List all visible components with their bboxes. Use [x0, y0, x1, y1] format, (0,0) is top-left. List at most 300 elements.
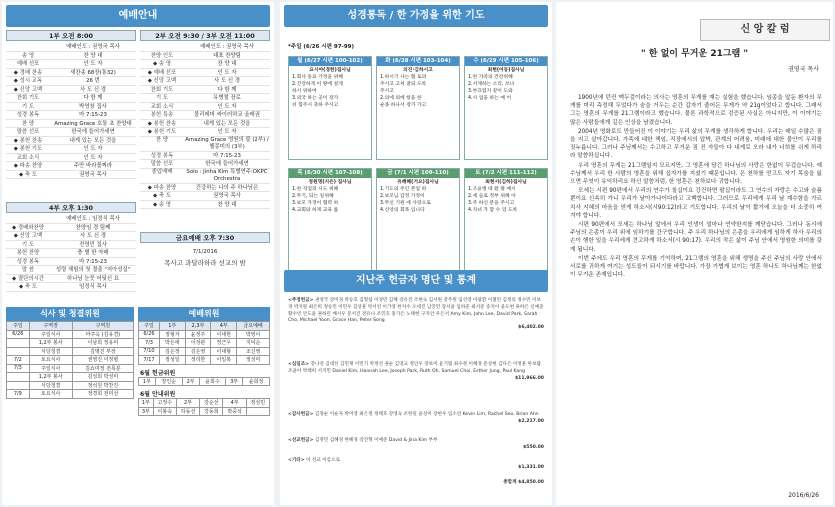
- service4-section: [6, 202, 136, 292]
- table-cell: 1부: [139, 399, 154, 408]
- table-cell: 박중석: [223, 407, 246, 416]
- schedule-label: 봉헌 찬양: [16, 250, 40, 256]
- prayer-line: 2.무기, 되는 일위해: [292, 194, 334, 199]
- offering-block: [288, 438, 544, 452]
- prayer-line: 4.자녀 가 할 수 있 도록: [468, 208, 518, 213]
- schedule-label: 찬회 기도: [150, 86, 174, 93]
- prayer-day-box: [288, 56, 372, 160]
- column-author: 권영국 목사: [788, 66, 819, 73]
- offering-header: 지난주 헌금자 명단 및 통계: [284, 270, 548, 292]
- schedule-label: ◆ 축 도: [153, 193, 171, 199]
- prayer-line: 1.기도의 주인 본업 하: [380, 187, 427, 192]
- schedule-row: [140, 43, 270, 52]
- table-row: [7, 381, 134, 390]
- schedule-row: [6, 224, 136, 233]
- column-date: 2016/6/26: [788, 492, 819, 499]
- prayer-line: 쉬 힘주시 축하 주시고: [292, 103, 339, 108]
- table-cell: 정근우: [211, 339, 237, 348]
- table-cell: 이남희 정유미: [72, 339, 133, 348]
- schedule-value: Amazing Grace 호둘 초 찬양대: [54, 120, 132, 127]
- schedule-value: 인 도 자: [83, 146, 103, 152]
- schedule-value: 박영창 집사: [79, 103, 107, 110]
- schedule-row: [6, 215, 136, 224]
- table-cell: 김은정: [159, 347, 185, 356]
- offering-category: <감사헌금>: [288, 412, 314, 417]
- schedule-label: 찬양 인도: [150, 52, 174, 59]
- offering-names: 권영국 강미경 박승호 김형섭 이경민 김해 강유진 조현숙 김서원 강주원 임선영 이광환 이철민 김정의 정수민 이보경 박지원 최은희 정승민 이민우 김상훈 박서연 이가영 한지수 오세진 남궁민 장서윤 임하준 최서준 송지아 윤도현 류하은 신예준 황수빈 안도윤 권하린 배시우 문서진 전유나 조민호 홍가은 노태현 구지안 우은서 Amy Kim, John Lee, David Park, Sarah Cho, Michael Yoon, Grace Han, Peter Song: [288, 298, 544, 324]
- schedule-label: 성경 봉독: [16, 258, 40, 265]
- schedule-value: 다 함 께: [83, 95, 103, 101]
- schedule-label: ◆ 결단의시간: [12, 275, 44, 282]
- table-header-cell: 금요예배: [237, 322, 270, 331]
- schedule-value: 마 7:15-23: [79, 112, 107, 118]
- table-cell: 이대형: [211, 347, 237, 356]
- schedule-row: [140, 86, 270, 95]
- prayer-day-title: 토 (7/2 시편 111-112): [465, 169, 547, 178]
- table-row: [7, 347, 134, 356]
- prayer-line: 의진·김하시고: [403, 68, 433, 73]
- table-cell: 토요식사: [29, 356, 72, 365]
- table-row: [7, 330, 134, 339]
- schedule-value: 유병철 장로: [213, 95, 241, 101]
- schedule-label: ◆ 파송 찬양: [13, 163, 43, 169]
- table-cell: 1부: [139, 377, 156, 386]
- schedule-row: [140, 160, 270, 169]
- column-paragraph: 모세는 시편 90편에서 우리의 연수가 칠십이요 강건하면 팔십이라도 그 연수의 자랑은 수고와 슬픔뿐이요 신속히 가니 우리가 날아가나이다라고 고백합니다. 그러므로 우리에게 우리 날 계수함을 가르치사 지혜의 마음을 얻게 하소서(시90:12)라고 기도합니다. 우리의 날이 짧기에 오늘을 더 소중히 여겨야 합니다.: [570, 188, 822, 219]
- table-row: [139, 356, 270, 365]
- schedule-value: 인 도 자: [217, 129, 237, 135]
- schedule-value: 한국에 들어가세연: [71, 129, 115, 135]
- table-cell: 2부: [182, 377, 199, 386]
- table-cell: 김명진 부장: [72, 347, 133, 356]
- table-header-row: [7, 322, 134, 331]
- schedule-row: [140, 111, 270, 120]
- prayer-day-body: [377, 179, 459, 214]
- prayer-line: 2.서재하는 소리, 쓰나: [468, 82, 515, 87]
- table-row: [7, 364, 134, 373]
- schedule-value: 내게 있는 모든 것을: [69, 137, 117, 144]
- schedule-label: ◆ 봉헌 기도: [13, 146, 43, 152]
- table-cell: 정석원 박찬진: [72, 381, 133, 390]
- schedule-row: [140, 128, 270, 137]
- schedule-row: [6, 232, 136, 241]
- schedule-row: [6, 275, 136, 284]
- prayer-line: 3.외국 하는 공이 장가: [292, 96, 339, 101]
- offering-text: [288, 458, 544, 465]
- table-cell: [246, 407, 269, 416]
- schedule-value: 예배인도 : 권영국 목사: [200, 44, 254, 50]
- schedule-value: 마 7:15-23: [213, 152, 241, 159]
- column-body: [570, 94, 822, 280]
- offering-category: <선교헌금>: [288, 438, 314, 443]
- schedule-label: ◆ 파송 찬양: [147, 184, 177, 191]
- table-cell: 정리한: [185, 356, 211, 365]
- schedule-label: ◆ 봉헌 찬송: [13, 137, 43, 144]
- service1-section: [6, 30, 136, 179]
- schedule-row: [140, 69, 270, 78]
- friday-date: 7/1/2016: [192, 249, 218, 255]
- friday-text: 목사고 과달라하라 선교의 밤: [164, 259, 246, 267]
- table-row: [139, 330, 270, 339]
- offering-sum: $11,966.00: [514, 375, 544, 381]
- schedule-value: Amazing Grace 영원의 불 (2부) / 헬몽미의 (3부): [185, 136, 269, 150]
- schedule-row: [140, 184, 270, 193]
- schedule-row: [6, 60, 136, 69]
- table-cell: 이대현: [211, 330, 237, 339]
- offering-category: <주정헌금>: [288, 298, 314, 303]
- table-cell: 정성일: [159, 356, 185, 365]
- table-header-cell: 구역원: [72, 322, 133, 331]
- offering-names: 강나연 김대선 김민재 이민기 박정선 권순 김영교 정인우 강보미 윤기범 최수정 이혜경 문상현 김다은 이정훈 한보람 조윤아 박태희 서지민 Daniel Kim, Hannah Lee, Joseph Park, Ruth Oh, Samuel Choi, Esther Jung, Paul Kang: [288, 362, 541, 374]
- schedule-label: ◆ 신앙 고백: [13, 86, 43, 93]
- schedule-label: 말씀 선포: [150, 161, 174, 167]
- table-cell: 주일식사: [29, 364, 72, 373]
- schedule-row: [6, 111, 136, 120]
- prayer-line: 하시 위하여: [292, 89, 317, 94]
- prayer-line: 1.조윤병 대 왔 딸 예시: [468, 187, 516, 192]
- schedule-row: [6, 94, 136, 103]
- table-row: [139, 339, 270, 348]
- schedule-label: [140, 43, 184, 51]
- schedule-row: [6, 103, 136, 112]
- schedule-value: 찬양임 경 팀째: [75, 224, 111, 231]
- table-cell: 정경희 전미선: [72, 390, 133, 399]
- table-cell: 정형자: [159, 330, 185, 339]
- table-cell: 윤정주: [185, 330, 211, 339]
- prayer-line: 유해혜(거요)집사님: [397, 180, 439, 185]
- service2-title: 2부 오전 9:30 / 3부 오전 11:00: [140, 30, 270, 41]
- table-cell: [7, 381, 30, 390]
- schedule-label: 말씀 선포: [16, 129, 40, 135]
- table-header-cell: 2,3부: [185, 322, 211, 331]
- table-cell: 김쇼미정 전목분: [72, 364, 133, 373]
- schedule-row: [6, 171, 136, 180]
- prayer-line: 3.부끄럽지 같이 도와: [468, 89, 513, 94]
- schedule-value: 주만 바라볼찌라: [73, 163, 113, 169]
- table-cell: 윤희수: [199, 377, 226, 386]
- schedule-value: 찬 양 대: [83, 52, 103, 59]
- schedule-row: [6, 86, 136, 95]
- schedule-value: Solo : Jinha Kim 특별연주:OKPC Orchestra: [186, 168, 268, 182]
- schedule-value: 인 도 자: [83, 61, 103, 67]
- offering-text: [288, 298, 544, 325]
- schedule-value: 전영민 집사: [79, 241, 107, 248]
- schedule-row: [6, 69, 136, 78]
- bible-header: 성경통독 / 한 가정을 위한 기도: [284, 5, 548, 27]
- friday-service: [140, 232, 270, 267]
- table-cell: 7/3: [139, 339, 160, 348]
- schedule-label: ◆ 봉헌 찬송: [147, 120, 177, 127]
- service4-rows: [6, 215, 136, 292]
- table-cell: 고정수: [153, 399, 176, 408]
- table-header-cell: 구역장: [29, 322, 72, 331]
- table-cell: 권영진 이정렬: [72, 356, 133, 365]
- service4-title: 4부 오후 1:30: [6, 202, 136, 213]
- table-cell: 박영이: [237, 330, 270, 339]
- table-cell: 장인순: [155, 377, 182, 386]
- table-cell: 이성관: [185, 339, 211, 348]
- table-row: [7, 390, 134, 399]
- schedule-value: 다 함 께: [217, 86, 237, 93]
- offering-block: [288, 298, 544, 332]
- table-cell: 1,2부 봉사: [29, 373, 72, 382]
- service1-rows: [6, 43, 136, 179]
- schedule-label: ◆ 성시 교독: [13, 78, 43, 84]
- prayer-line: 1.하시기 사는 협 토의: [380, 75, 427, 80]
- table-cell: 지덕순: [237, 339, 270, 348]
- schedule-label: ◆ 송 영: [153, 201, 171, 208]
- table-cell: [7, 373, 30, 382]
- table-cell: 마주옥 (김유경): [72, 330, 133, 339]
- table-cell: 주일식사: [29, 330, 72, 339]
- schedule-row: [6, 52, 136, 61]
- prayer-day-box: [288, 168, 372, 272]
- schedule-row: [6, 128, 136, 137]
- table-header-cell: 주일: [7, 322, 30, 331]
- offering-names: 김정민 김혜경 한혜경 강진혁 이예준 David & Jina Kim 부부: [314, 438, 438, 443]
- schedule-label: 성경 봉독: [16, 112, 40, 118]
- prayer-line: 1.한 직업의 시도 위해: [292, 187, 339, 192]
- table-row: [7, 339, 134, 348]
- schedule-value: 마 7:15-23: [79, 258, 107, 265]
- schedule-row: [6, 154, 136, 163]
- schedule-row: [6, 283, 136, 292]
- schedule-row: [140, 60, 270, 69]
- column-paragraph: 2004년 영화로도 만들어진 이 이야기는 우리 삶의 무게를 생각하게 합니다. 우리는 매일 수많은 짐을 지고 살아갑니다. 가족에 대한 책임, 직장에서의 압박, 관계의 어려움, 미래에 대한 불안이 우리를 짓누릅니다. 그러나 주님께서는 수고하고 무거운 짐 진 자들아 다 내게로 오라 내가 너희를 쉬게 하리라 말씀하십니다.: [570, 128, 822, 160]
- schedule-value: 권영국 목사: [79, 171, 107, 178]
- table-cell: 7/3: [7, 364, 30, 373]
- schedule-label: 기 도: [21, 103, 35, 110]
- prayer-day-body: [377, 67, 459, 109]
- schedule-label: ◆ 송 영: [153, 61, 171, 67]
- table-cell: 7/10: [139, 347, 160, 356]
- service2-rows: [140, 43, 270, 209]
- offering-block: [288, 412, 544, 426]
- prayer-day-title: 수 (6/29 시편 105-106): [465, 57, 547, 66]
- schedule-value: 내게 있는 모든 것을: [203, 120, 251, 127]
- schedule-row: [140, 137, 270, 152]
- service1-title: 1부 오전 8:00: [6, 30, 136, 41]
- table-header-cell: 주일: [139, 322, 160, 331]
- offering-sum: $1,331.00: [518, 464, 544, 470]
- schedule-label: ◆ 경배 찬송: [13, 69, 43, 76]
- table-cell: 정성민: [246, 399, 269, 408]
- schedule-row: [6, 43, 136, 52]
- table-row: [7, 373, 134, 382]
- prayer-day-title: 월 (6/27 시편 100-102): [289, 57, 371, 66]
- schedule-value: 사 도 신 경: [80, 86, 106, 93]
- schedule-row: [140, 169, 270, 184]
- schedule-row: [140, 120, 270, 129]
- schedule-value: 인 도 자: [83, 154, 103, 161]
- schedule-label: 기 도: [21, 241, 35, 248]
- prayer-day-body: [465, 67, 547, 102]
- table-row: [139, 347, 270, 356]
- table-cell: 강동희: [200, 407, 223, 416]
- prayer-day-box: [376, 168, 460, 272]
- schedule-row: [140, 192, 270, 201]
- offering-text: [288, 438, 544, 445]
- schedule-value: 인 도 자: [217, 103, 237, 110]
- usher-table: [138, 321, 270, 365]
- table-cell: 7/2: [7, 356, 30, 365]
- table-cell: 윤희정: [243, 377, 270, 386]
- duty-title: 6월 헌금위원: [140, 369, 176, 377]
- column-header: 신 앙 칼 럼: [700, 19, 830, 41]
- prayer-line: 요시야(경한)집사님: [309, 68, 351, 73]
- table-cell: 하동선: [176, 407, 199, 416]
- offering-block: [288, 458, 544, 472]
- schedule-value: 사 도 신 경: [214, 78, 240, 84]
- offering-sum: $6,402.00: [518, 325, 544, 331]
- prayer-day-body: [465, 179, 547, 214]
- prayer-line: 2.세 들로 정부 위해 아: [468, 194, 516, 199]
- table-cell: 김은영: [185, 347, 211, 356]
- schedule-label: ◆ 경배와찬양: [12, 224, 44, 231]
- table-cell: 강순선: [200, 399, 223, 408]
- schedule-row: [6, 162, 136, 171]
- schedule-value: 임정식 목사: [79, 284, 107, 290]
- schedule-label: [6, 215, 50, 223]
- table-cell: 토요식사: [29, 390, 72, 399]
- duty-table: [138, 398, 270, 416]
- table-cell: 2부: [176, 399, 199, 408]
- offering-sum: $2,217.00: [518, 418, 544, 424]
- column-paragraph: 이번 주에도 우리 영혼의 무게를 기억하며, 21그램의 영혼을 위해 생명을 주신 주님의 사랑 안에서 서로를 귀하게 여기는 성도들이 되시기를 바랍니다. 가장 가볍게 보이는 영혼 하나도 하나님께는 한없이 무거운 존재입니다.: [570, 255, 822, 279]
- prayer-line: 4.사 업을 하는 예 어: [468, 96, 512, 101]
- schedule-label: 예배 선포: [16, 61, 40, 67]
- table-cell: 식당청결: [29, 381, 72, 390]
- schedule-row: [140, 103, 270, 112]
- schedule-value: 하나님 눈뭇 어딪신 요: [66, 275, 119, 282]
- table-header-row: [139, 322, 270, 331]
- schedule-label: ◆ 신앙 고백: [147, 78, 177, 84]
- table-cell: 3부: [139, 407, 154, 416]
- schedule-label: 졸업예배: [151, 168, 173, 175]
- table-cell: 6/26: [7, 330, 30, 339]
- schedule-label: 성경 봉독: [150, 152, 174, 159]
- worship-panel: [2, 2, 274, 505]
- table-cell: [7, 339, 30, 348]
- schedule-value: 블리레머 싸이러하교 올레권: [194, 112, 260, 118]
- worship-header: 예배안내: [6, 5, 270, 27]
- usher-header: 예배위원: [138, 307, 270, 321]
- column-headline: " 한 없이 무거운 21그램 ": [640, 49, 749, 59]
- column-paragraph: 시편 90편에서 모세는 하나님 앞에서 우리 인생이 얼마나 연약한지를 깨닫습니다. 그러나 동시에 주님의 은총이 우리 위에 임하기를 간구합니다. 주 우리 하나님의 은총을 우리에게 임하게 하사 우리의 손이 행한 일을 우리에게 견고하게 하소서(시 90:17). 우리의 작은 삶이 주님 안에서 영원한 의미를 갖게 됩니다.: [570, 222, 822, 253]
- prayer-day-title: 목 (6/30 시편 107-108): [289, 169, 371, 178]
- prayer-line: 주시고: [380, 89, 394, 94]
- prayer-line: 3.보모 가정이 협력 하: [292, 201, 339, 206]
- schedule-label: ◆ 신앙 고백: [13, 233, 43, 239]
- schedule-row: [6, 258, 136, 267]
- schedule-value: 찬 양 대: [217, 201, 237, 208]
- offering-sum: 총합계 $4,850.00: [503, 480, 544, 485]
- schedule-label: ◆ 봉헌 기도: [147, 129, 177, 135]
- prayer-day-title: 화 (6/28 시편 103-104): [377, 57, 459, 66]
- prayer-line: 순종 하나서 장가 가고: [380, 103, 427, 108]
- offering-sum: $550.00: [523, 444, 544, 450]
- table-cell: 7/9: [7, 390, 30, 399]
- schedule-value: 성령 체험의 첫 결출 "저아성실": [55, 267, 131, 273]
- column-paragraph: 1900년에 던컨 맥두걸이라는 의사는 영혼의 무게를 재는 실험을 했습니다. 임종을 앞둔 환자의 무게를 미리 측정해 두었다가 숨을 거두는 순간 갑자기 줄어든 무게가 약 21g이었다고 합니다. 그래서 그는 영혼의 무게를 21그램이라고 했습니다. 물론 과학적으로 검증된 사실은 아니지만, 이 이야기는 많은 사람들에게 깊은 인상을 남겼습니다.: [570, 95, 822, 126]
- prayer-line: 최현(어동)집사님: [487, 68, 525, 73]
- table-row: [7, 356, 134, 365]
- schedule-value: 예배인도 : 임정식 목사: [66, 216, 120, 222]
- schedule-value: 26 번: [86, 78, 100, 84]
- offering-names: 김정순 이순자 박미영 최은정 정태호 강영숙 조한길 윤성미 장현우 임소연 Kevin Lim, Rachel Seo, Brian Ahn: [314, 412, 539, 417]
- schedule-label: 말 씀: [21, 267, 35, 273]
- prayer-line: 정원명(지은) 집사님: [308, 180, 352, 185]
- offering-block: [288, 480, 544, 487]
- prayer-line: 4.신앙의 회목 입니다: [380, 208, 425, 213]
- schedule-value: 건강하는 나의 주 하나님은: [195, 184, 259, 191]
- schedule-value: 예배인도 : 권영국 목사: [66, 44, 120, 50]
- prayer-line: 4.교회와 하게 교육 를: [292, 208, 339, 213]
- prayer-line: 1.한 가족의 건강위해: [468, 75, 513, 80]
- table-cell: 이일복: [211, 356, 237, 365]
- prayer-line: 주시고 고처 잘되 도록: [380, 82, 427, 87]
- bible-reading-panel: [280, 2, 552, 505]
- table-cell: 4부: [223, 399, 246, 408]
- prayer-line: 2.의에 외에 항을 한: [380, 96, 422, 101]
- prayer-day-box: [464, 56, 548, 160]
- meal-header: 식사 및 청결위원: [6, 307, 134, 321]
- schedule-row: [140, 201, 270, 210]
- duty-title: 6월 안내위원: [140, 391, 176, 398]
- offering-text: [288, 362, 544, 376]
- schedule-row: [6, 77, 136, 86]
- schedule-row: [6, 241, 136, 250]
- table-cell: 박은애: [159, 339, 185, 348]
- schedule-label: 찬 양: [155, 136, 169, 143]
- schedule-row: [140, 52, 270, 61]
- offering-names: 이 선교 이름으로: [306, 458, 341, 463]
- schedule-label: 송 영: [21, 52, 35, 59]
- table-cell: 김성희 박성미: [72, 373, 133, 382]
- schedule-row: [6, 120, 136, 129]
- prayer-line: 최현서(김하)집사님: [485, 180, 527, 185]
- duty-table: [138, 377, 270, 387]
- schedule-value: 사 도 신 경: [80, 233, 106, 239]
- table-cell: 식당청결: [29, 347, 72, 356]
- prayer-line: 1.회사 동료 가정을 위해: [292, 75, 343, 80]
- prayer-day-box: [376, 56, 460, 160]
- friday-title: 금요예배 오후 7:30: [140, 232, 270, 243]
- table-cell: 정성미: [237, 356, 270, 365]
- schedule-label: ◆ 예배 선포: [147, 69, 177, 76]
- column-panel: [556, 2, 833, 505]
- table-row: [139, 399, 270, 408]
- schedule-row: [6, 266, 136, 275]
- schedule-value: 대표 찬양팀: [213, 52, 241, 59]
- schedule-value: 권영국 목사: [213, 193, 241, 199]
- schedule-label: 찬 양: [21, 120, 35, 127]
- schedule-row: [6, 249, 136, 258]
- offering-text: [288, 412, 544, 419]
- offering-block: [288, 362, 544, 382]
- schedule-label: 봉헌 특송: [150, 112, 174, 118]
- prayer-day-body: [289, 67, 371, 109]
- prayer-day-body: [289, 179, 371, 214]
- duty-tables: [138, 368, 270, 417]
- column-paragraph: 우리 영혼의 무게는 21그램일지 모르지만, 그 영혼에 담긴 하나님의 사랑은 한없이 무겁습니다. 예수님께서 우리 한 사람의 영혼을 위해 십자가를 지셨기 때문입니다. 온 천하를 얻고도 자기 목숨을 잃으면 무엇이 유익하리요 하신 말씀처럼, 한 영혼은 천하보다 귀합니다.: [570, 162, 822, 186]
- schedule-row: [140, 152, 270, 161]
- prayer-line: 3.주 하신 분을 주시고: [468, 201, 515, 206]
- table-cell: 조신영: [237, 347, 270, 356]
- schedule-label: 기 도: [155, 95, 169, 101]
- table-row: [139, 407, 270, 416]
- schedule-label: 찬회 기도: [16, 95, 40, 101]
